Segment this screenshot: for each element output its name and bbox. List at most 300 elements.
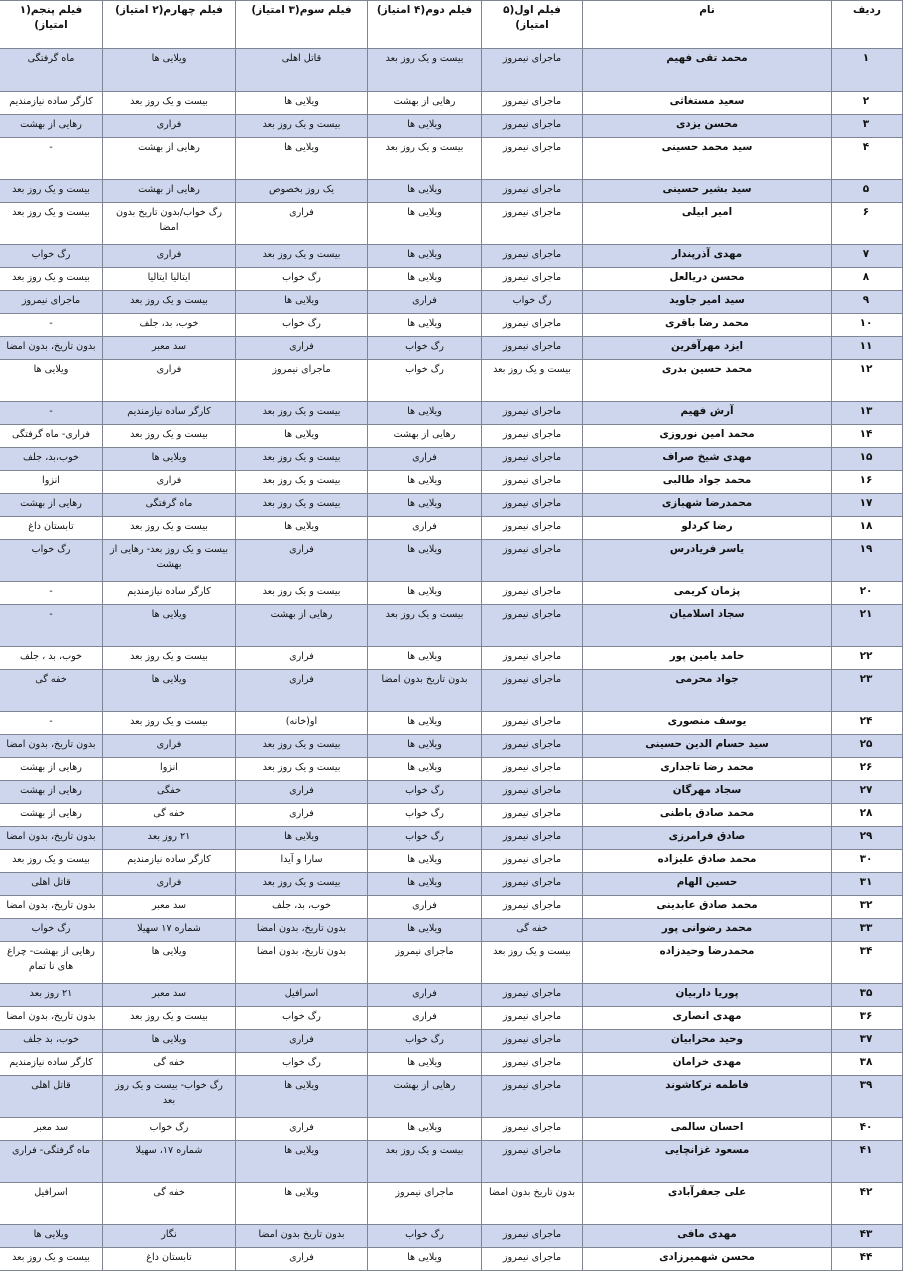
table-row bbox=[0, 712, 903, 735]
row-number-cell: ۴۲ bbox=[832, 1183, 903, 1225]
person-name-cell: احسان سالمی bbox=[583, 1118, 832, 1141]
film-3-cell: فراری bbox=[236, 203, 368, 245]
person-name-cell: پژمان کریمی bbox=[583, 582, 832, 605]
film-2-cell: ویلایی ها bbox=[368, 850, 482, 873]
film-2-cell: رهایی از بهشت bbox=[368, 425, 482, 448]
film-1-cell: ماجرای نیمروز bbox=[482, 735, 583, 758]
row-number-cell: ۲۹ bbox=[832, 827, 903, 850]
film-5-cell: بدون تاریخ، بدون امضا bbox=[0, 337, 103, 360]
table-row bbox=[0, 919, 903, 942]
film-4-cell: ماه گرفتگی bbox=[103, 494, 236, 517]
row-number-cell: ۱۰ bbox=[832, 314, 903, 337]
person-name-cell: یاسر فریادرس bbox=[583, 540, 832, 582]
person-name-cell: سید محمد حسینی bbox=[583, 138, 832, 180]
table-row bbox=[0, 942, 903, 984]
person-name-cell: محمد صادق باطنی bbox=[583, 804, 832, 827]
film-1-cell: ماجرای نیمروز bbox=[482, 1030, 583, 1053]
film-2-cell: ویلایی ها bbox=[368, 582, 482, 605]
film-4-cell: سد معبر bbox=[103, 337, 236, 360]
film-5-cell: ویلایی ها bbox=[0, 1225, 103, 1248]
film-1-cell: ماجرای نیمروز bbox=[482, 670, 583, 712]
film-2-cell: ویلایی ها bbox=[368, 758, 482, 781]
film-4-cell: خفه گی bbox=[103, 1053, 236, 1076]
film-3-cell: یک روز بخصوص bbox=[236, 180, 368, 203]
film-2-cell: ویلایی ها bbox=[368, 180, 482, 203]
film-1-cell: ماجرای نیمروز bbox=[482, 425, 583, 448]
table-row bbox=[0, 670, 903, 712]
film-4-cell: بیست و یک روز بعد- رهایی از بهشت bbox=[103, 540, 236, 582]
film-4-cell: ایتالیا ایتالیا bbox=[103, 268, 236, 291]
film-2-cell: بیست و یک روز بعد bbox=[368, 605, 482, 647]
film-4-cell: رهایی از بهشت bbox=[103, 180, 236, 203]
person-name-cell: محمد رضا باقری bbox=[583, 314, 832, 337]
film-2-cell: ویلایی ها bbox=[368, 268, 482, 291]
person-name-cell: مهدی خرامان bbox=[583, 1053, 832, 1076]
film-1-cell: ماجرای نیمروز bbox=[482, 1118, 583, 1141]
header-film-5: فیلم پنجم(۱ امتیاز) bbox=[0, 1, 103, 49]
film-5-cell: ویلایی ها bbox=[0, 360, 103, 402]
table-row bbox=[0, 647, 903, 670]
film-5-cell: ماه گرفتگی bbox=[0, 49, 103, 92]
film-4-cell: نگار bbox=[103, 1225, 236, 1248]
film-1-cell: ماجرای نیمروز bbox=[482, 827, 583, 850]
film-5-cell: ۲۱ روز بعد bbox=[0, 984, 103, 1007]
row-number-cell: ۱۱ bbox=[832, 337, 903, 360]
person-name-cell: سجاد اسلامیان bbox=[583, 605, 832, 647]
table-row bbox=[0, 605, 903, 647]
person-name-cell: سجاد مهرگان bbox=[583, 781, 832, 804]
film-3-cell: ویلایی ها bbox=[236, 517, 368, 540]
film-2-cell: فراری bbox=[368, 448, 482, 471]
film-1-cell: ماجرای نیمروز bbox=[482, 758, 583, 781]
person-name-cell: رضا کردلو bbox=[583, 517, 832, 540]
film-4-cell: بیست و یک روز بعد bbox=[103, 1007, 236, 1030]
film-3-cell: بیست و یک روز بعد bbox=[236, 873, 368, 896]
film-3-cell: قاتل اهلی bbox=[236, 49, 368, 92]
table-row bbox=[0, 180, 903, 203]
film-5-cell: رهایی از بهشت bbox=[0, 494, 103, 517]
person-name-cell: محسن یزدی bbox=[583, 115, 832, 138]
film-1-cell: ماجرای نیمروز bbox=[482, 647, 583, 670]
row-number-cell: ۱ bbox=[832, 49, 903, 92]
film-3-cell: فراری bbox=[236, 647, 368, 670]
film-2-cell: ویلایی ها bbox=[368, 1118, 482, 1141]
row-number-cell: ۱۲ bbox=[832, 360, 903, 402]
film-5-cell: انزوا bbox=[0, 471, 103, 494]
table-row bbox=[0, 827, 903, 850]
film-1-cell: ماجرای نیمروز bbox=[482, 49, 583, 92]
film-5-cell: سد معبر bbox=[0, 1118, 103, 1141]
film-2-cell: ویلایی ها bbox=[368, 873, 482, 896]
film-4-cell: رگ خواب/بدون تاریخ بدون امضا bbox=[103, 203, 236, 245]
row-number-cell: ۳۵ bbox=[832, 984, 903, 1007]
film-5-cell: رهایی از بهشت bbox=[0, 758, 103, 781]
person-name-cell: سید امیر جاوید bbox=[583, 291, 832, 314]
film-2-cell: ویلایی ها bbox=[368, 314, 482, 337]
film-3-cell: ویلایی ها bbox=[236, 1183, 368, 1225]
film-2-cell: ویلایی ها bbox=[368, 203, 482, 245]
film-4-cell: ۲۱ روز بعد bbox=[103, 827, 236, 850]
film-2-cell: رگ خواب bbox=[368, 1030, 482, 1053]
film-2-cell: ویلایی ها bbox=[368, 919, 482, 942]
table-row bbox=[0, 1118, 903, 1141]
film-3-cell: بیست و یک روز بعد bbox=[236, 494, 368, 517]
film-1-cell: ماجرای نیمروز bbox=[482, 517, 583, 540]
header-film-2: فیلم دوم(۴ امتیاز) bbox=[368, 1, 482, 49]
film-1-cell: ماجرای نیمروز bbox=[482, 781, 583, 804]
film-5-cell: - bbox=[0, 605, 103, 647]
film-3-cell: رگ خواب bbox=[236, 1053, 368, 1076]
row-number-cell: ۴۱ bbox=[832, 1141, 903, 1183]
film-3-cell: ویلایی ها bbox=[236, 138, 368, 180]
film-5-cell: بدون تاریخ، بدون امضا bbox=[0, 1007, 103, 1030]
table-row bbox=[0, 850, 903, 873]
row-number-cell: ۶ bbox=[832, 203, 903, 245]
film-1-cell: ماجرای نیمروز bbox=[482, 896, 583, 919]
film-1-cell: ماجرای نیمروز bbox=[482, 804, 583, 827]
row-number-cell: ۴۳ bbox=[832, 1225, 903, 1248]
film-3-cell: سارا و آیدا bbox=[236, 850, 368, 873]
person-name-cell: پوریا داربیان bbox=[583, 984, 832, 1007]
film-5-cell: فراری- ماه گرفتگی bbox=[0, 425, 103, 448]
row-number-cell: ۴ bbox=[832, 138, 903, 180]
film-1-cell: ماجرای نیمروز bbox=[482, 115, 583, 138]
film-3-cell: رهایی از بهشت bbox=[236, 605, 368, 647]
film-4-cell: فراری bbox=[103, 735, 236, 758]
film-5-cell: رهایی از بهشت bbox=[0, 804, 103, 827]
film-3-cell: فراری bbox=[236, 670, 368, 712]
film-2-cell: ماجرای نیمروز bbox=[368, 942, 482, 984]
row-number-cell: ۳۷ bbox=[832, 1030, 903, 1053]
film-1-cell: ماجرای نیمروز bbox=[482, 203, 583, 245]
film-1-cell: ماجرای نیمروز bbox=[482, 494, 583, 517]
film-3-cell: بدون تاریخ، بدون امضا bbox=[236, 919, 368, 942]
film-5-cell: تابستان داغ bbox=[0, 517, 103, 540]
film-4-cell: بیست و یک روز بعد bbox=[103, 425, 236, 448]
film-1-cell: خفه گی bbox=[482, 919, 583, 942]
person-name-cell: محمدرضا وحیدزاده bbox=[583, 942, 832, 984]
film-5-cell: قاتل اهلی bbox=[0, 1076, 103, 1118]
film-4-cell: فراری bbox=[103, 471, 236, 494]
person-name-cell: وحید محرابیان bbox=[583, 1030, 832, 1053]
row-number-cell: ۲۰ bbox=[832, 582, 903, 605]
film-4-cell: ویلایی ها bbox=[103, 942, 236, 984]
film-4-cell: فراری bbox=[103, 115, 236, 138]
film-1-cell: ماجرای نیمروز bbox=[482, 314, 583, 337]
table-row bbox=[0, 402, 903, 425]
person-name-cell: محمد رضا تاجداری bbox=[583, 758, 832, 781]
film-5-cell: بیست و یک روز بعد bbox=[0, 850, 103, 873]
row-number-cell: ۳۴ bbox=[832, 942, 903, 984]
film-2-cell: بیست و یک روز بعد bbox=[368, 49, 482, 92]
table-body bbox=[0, 49, 903, 1271]
row-number-cell: ۳۸ bbox=[832, 1053, 903, 1076]
film-4-cell: ویلایی ها bbox=[103, 1030, 236, 1053]
film-1-cell: ماجرای نیمروز bbox=[482, 984, 583, 1007]
film-1-cell: ماجرای نیمروز bbox=[482, 1053, 583, 1076]
film-5-cell: بیست و یک روز بعد bbox=[0, 1248, 103, 1271]
header-film-4: فیلم چهارم(۲ امتیاز) bbox=[103, 1, 236, 49]
row-number-cell: ۸ bbox=[832, 268, 903, 291]
row-number-cell: ۳۱ bbox=[832, 873, 903, 896]
film-2-cell: فراری bbox=[368, 517, 482, 540]
table-row bbox=[0, 1225, 903, 1248]
person-name-cell: محسن دریالعل bbox=[583, 268, 832, 291]
film-1-cell: ماجرای نیمروز bbox=[482, 268, 583, 291]
person-name-cell: مسعود غزانچایی bbox=[583, 1141, 832, 1183]
film-3-cell: بیست و یک روز بعد bbox=[236, 402, 368, 425]
table-row bbox=[0, 92, 903, 115]
film-2-cell: ویلایی ها bbox=[368, 540, 482, 582]
person-name-cell: آرش فهیم bbox=[583, 402, 832, 425]
header-name: نام bbox=[583, 1, 832, 49]
film-1-cell: بیست و یک روز بعد bbox=[482, 360, 583, 402]
film-1-cell: ماجرای نیمروز bbox=[482, 873, 583, 896]
row-number-cell: ۱۴ bbox=[832, 425, 903, 448]
film-2-cell: رهایی از بهشت bbox=[368, 1076, 482, 1118]
film-1-cell: بیست و یک روز بعد bbox=[482, 942, 583, 984]
film-2-cell: ویلایی ها bbox=[368, 471, 482, 494]
row-number-cell: ۹ bbox=[832, 291, 903, 314]
film-1-cell: ماجرای نیمروز bbox=[482, 245, 583, 268]
film-1-cell: ماجرای نیمروز bbox=[482, 92, 583, 115]
film-5-cell: خوب، بد ، جلف bbox=[0, 647, 103, 670]
film-3-cell: خوب، بد، جلف bbox=[236, 896, 368, 919]
person-name-cell: حامد یامین پور bbox=[583, 647, 832, 670]
film-1-cell: ماجرای نیمروز bbox=[482, 605, 583, 647]
film-3-cell: ویلایی ها bbox=[236, 1076, 368, 1118]
film-2-cell: ویلایی ها bbox=[368, 245, 482, 268]
table-row bbox=[0, 984, 903, 1007]
film-5-cell: - bbox=[0, 582, 103, 605]
film-3-cell: بیست و یک روز بعد bbox=[236, 448, 368, 471]
film-3-cell: فراری bbox=[236, 1030, 368, 1053]
film-3-cell: اسرافیل bbox=[236, 984, 368, 1007]
film-2-cell: ویلایی ها bbox=[368, 402, 482, 425]
film-3-cell: بیست و یک روز بعد bbox=[236, 758, 368, 781]
person-name-cell: محمد امین نوروزی bbox=[583, 425, 832, 448]
table-row bbox=[0, 1248, 903, 1271]
table-row bbox=[0, 781, 903, 804]
row-number-cell: ۱۳ bbox=[832, 402, 903, 425]
film-3-cell: ویلایی ها bbox=[236, 827, 368, 850]
person-name-cell: محمد صادق عابدینی bbox=[583, 896, 832, 919]
film-2-cell: ویلایی ها bbox=[368, 647, 482, 670]
film-4-cell: خفگی bbox=[103, 781, 236, 804]
person-name-cell: محمدرضا شهبازی bbox=[583, 494, 832, 517]
film-4-cell: رگ خواب bbox=[103, 1118, 236, 1141]
row-number-cell: ۱۶ bbox=[832, 471, 903, 494]
film-3-cell: بدون تاریخ، بدون امضا bbox=[236, 942, 368, 984]
film-5-cell: رگ خواب bbox=[0, 919, 103, 942]
film-2-cell: ویلایی ها bbox=[368, 494, 482, 517]
film-2-cell: فراری bbox=[368, 291, 482, 314]
table-row bbox=[0, 471, 903, 494]
table-row bbox=[0, 1183, 903, 1225]
table-row bbox=[0, 1007, 903, 1030]
film-3-cell: فراری bbox=[236, 1118, 368, 1141]
film-5-cell: - bbox=[0, 138, 103, 180]
film-4-cell: فراری bbox=[103, 873, 236, 896]
film-4-cell: خوب، بد، جلف bbox=[103, 314, 236, 337]
film-2-cell: رگ خواب bbox=[368, 337, 482, 360]
row-number-cell: ۷ bbox=[832, 245, 903, 268]
film-4-cell: رگ خواب- بیست و یک روز بعد bbox=[103, 1076, 236, 1118]
row-number-cell: ۲۷ bbox=[832, 781, 903, 804]
film-5-cell: رهایی از بهشت bbox=[0, 781, 103, 804]
film-3-cell: او(خانه) bbox=[236, 712, 368, 735]
film-3-cell: بیست و یک روز بعد bbox=[236, 471, 368, 494]
table-row bbox=[0, 804, 903, 827]
person-name-cell: مهدی شیخ صراف bbox=[583, 448, 832, 471]
row-number-cell: ۲۲ bbox=[832, 647, 903, 670]
film-2-cell: رگ خواب bbox=[368, 827, 482, 850]
film-4-cell: بیست و یک روز بعد bbox=[103, 517, 236, 540]
row-number-cell: ۲۸ bbox=[832, 804, 903, 827]
row-number-cell: ۱۸ bbox=[832, 517, 903, 540]
table-row bbox=[0, 291, 903, 314]
film-4-cell: ویلایی ها bbox=[103, 605, 236, 647]
film-5-cell: کارگر ساده نیازمندیم bbox=[0, 1053, 103, 1076]
table-row bbox=[0, 1141, 903, 1183]
film-2-cell: ویلایی ها bbox=[368, 1053, 482, 1076]
person-name-cell: جواد محرمی bbox=[583, 670, 832, 712]
row-number-cell: ۳ bbox=[832, 115, 903, 138]
film-2-cell: ویلایی ها bbox=[368, 115, 482, 138]
film-1-cell: ماجرای نیمروز bbox=[482, 180, 583, 203]
film-5-cell: بیست و یک روز بعد bbox=[0, 203, 103, 245]
film-1-cell: ماجرای نیمروز bbox=[482, 540, 583, 582]
film-2-cell: فراری bbox=[368, 1007, 482, 1030]
header-film-1: فیلم اول(۵ امتیاز) bbox=[482, 1, 583, 49]
row-number-cell: ۵ bbox=[832, 180, 903, 203]
row-number-cell: ۳۲ bbox=[832, 896, 903, 919]
film-2-cell: ویلایی ها bbox=[368, 712, 482, 735]
row-number-cell: ۳۰ bbox=[832, 850, 903, 873]
film-2-cell: بیست و یک روز بعد bbox=[368, 1141, 482, 1183]
table-row bbox=[0, 517, 903, 540]
film-4-cell: کارگر ساده نیازمندیم bbox=[103, 582, 236, 605]
header-row bbox=[0, 1, 903, 49]
person-name-cell: مهدی مافی bbox=[583, 1225, 832, 1248]
table-row bbox=[0, 1030, 903, 1053]
person-name-cell: فاطمه ترکاشوند bbox=[583, 1076, 832, 1118]
row-number-cell: ۴۰ bbox=[832, 1118, 903, 1141]
table-row bbox=[0, 448, 903, 471]
table-row bbox=[0, 540, 903, 582]
person-name-cell: سعید مستغاثی bbox=[583, 92, 832, 115]
film-2-cell: رگ خواب bbox=[368, 1225, 482, 1248]
film-5-cell: ماه گرفتگی- فراری bbox=[0, 1141, 103, 1183]
film-1-cell: ماجرای نیمروز bbox=[482, 582, 583, 605]
film-1-cell: ماجرای نیمروز bbox=[482, 337, 583, 360]
film-4-cell: سد معبر bbox=[103, 896, 236, 919]
film-2-cell: بیست و یک روز بعد bbox=[368, 138, 482, 180]
film-3-cell: رگ خواب bbox=[236, 314, 368, 337]
film-4-cell: شماره ۱۷، سهیلا bbox=[103, 1141, 236, 1183]
film-2-cell: فراری bbox=[368, 984, 482, 1007]
film-3-cell: ویلایی ها bbox=[236, 425, 368, 448]
table-row bbox=[0, 494, 903, 517]
table-row bbox=[0, 1053, 903, 1076]
row-number-cell: ۲۱ bbox=[832, 605, 903, 647]
person-name-cell: محمد حسین بدری bbox=[583, 360, 832, 402]
table-row bbox=[0, 425, 903, 448]
table-row bbox=[0, 337, 903, 360]
film-3-cell: فراری bbox=[236, 1248, 368, 1271]
person-name-cell: سید بشیر حسینی bbox=[583, 180, 832, 203]
film-4-cell: بیست و یک روز بعد bbox=[103, 647, 236, 670]
person-name-cell: محمد جواد طالبی bbox=[583, 471, 832, 494]
row-number-cell: ۳۹ bbox=[832, 1076, 903, 1118]
film-4-cell: فراری bbox=[103, 245, 236, 268]
film-2-cell: ماجرای نیمروز bbox=[368, 1183, 482, 1225]
table-row bbox=[0, 203, 903, 245]
row-number-cell: ۲۶ bbox=[832, 758, 903, 781]
film-3-cell: ویلایی ها bbox=[236, 291, 368, 314]
row-number-cell: ۲۳ bbox=[832, 670, 903, 712]
film-2-cell: ویلایی ها bbox=[368, 735, 482, 758]
film-5-cell: - bbox=[0, 402, 103, 425]
film-3-cell: بیست و یک روز بعد bbox=[236, 115, 368, 138]
film-1-cell: رگ خواب bbox=[482, 291, 583, 314]
film-1-cell: ماجرای نیمروز bbox=[482, 1225, 583, 1248]
film-3-cell: رگ خواب bbox=[236, 1007, 368, 1030]
film-4-cell: کارگر ساده نیازمندیم bbox=[103, 850, 236, 873]
person-name-cell: محسن شهمیرزادی bbox=[583, 1248, 832, 1271]
film-3-cell: فراری bbox=[236, 337, 368, 360]
film-2-cell: رهایی از بهشت bbox=[368, 92, 482, 115]
film-3-cell: ویلایی ها bbox=[236, 1141, 368, 1183]
table-row bbox=[0, 268, 903, 291]
film-1-cell: ماجرای نیمروز bbox=[482, 712, 583, 735]
film-5-cell: رهایی از بهشت bbox=[0, 115, 103, 138]
person-name-cell: محمد تقی فهیم bbox=[583, 49, 832, 92]
row-number-cell: ۳۳ bbox=[832, 919, 903, 942]
row-number-cell: ۱۷ bbox=[832, 494, 903, 517]
film-5-cell: اسرافیل bbox=[0, 1183, 103, 1225]
film-4-cell: ویلایی ها bbox=[103, 49, 236, 92]
person-name-cell: یوسف منصوری bbox=[583, 712, 832, 735]
person-name-cell: مهدی انصاری bbox=[583, 1007, 832, 1030]
row-number-cell: ۲۴ bbox=[832, 712, 903, 735]
film-4-cell: خفه گی bbox=[103, 804, 236, 827]
table-row bbox=[0, 360, 903, 402]
film-4-cell: شماره ۱۷ سهیلا bbox=[103, 919, 236, 942]
film-5-cell: بدون تاریخ، بدون امضا bbox=[0, 827, 103, 850]
row-number-cell: ۲ bbox=[832, 92, 903, 115]
film-1-cell: ماجرای نیمروز bbox=[482, 1007, 583, 1030]
person-name-cell: حسین الهام bbox=[583, 873, 832, 896]
film-3-cell: ویلایی ها bbox=[236, 92, 368, 115]
film-3-cell: بیست و یک روز بعد bbox=[236, 245, 368, 268]
film-5-cell: کارگر ساده نیازمندیم bbox=[0, 92, 103, 115]
film-4-cell: بیست و یک روز بعد bbox=[103, 712, 236, 735]
film-2-cell: فراری bbox=[368, 896, 482, 919]
film-4-cell: فراری bbox=[103, 360, 236, 402]
person-name-cell: علی جعفرآبادی bbox=[583, 1183, 832, 1225]
table-row bbox=[0, 873, 903, 896]
film-1-cell: ماجرای نیمروز bbox=[482, 1248, 583, 1271]
table-row bbox=[0, 1076, 903, 1118]
film-3-cell: بیست و یک روز بعد bbox=[236, 582, 368, 605]
film-5-cell: رگ خواب bbox=[0, 245, 103, 268]
film-3-cell: فراری bbox=[236, 781, 368, 804]
film-5-cell: بیست و یک روز بعد bbox=[0, 268, 103, 291]
table-row bbox=[0, 735, 903, 758]
film-4-cell: خفه گی bbox=[103, 1183, 236, 1225]
person-name-cell: مهدی آذرپندار bbox=[583, 245, 832, 268]
